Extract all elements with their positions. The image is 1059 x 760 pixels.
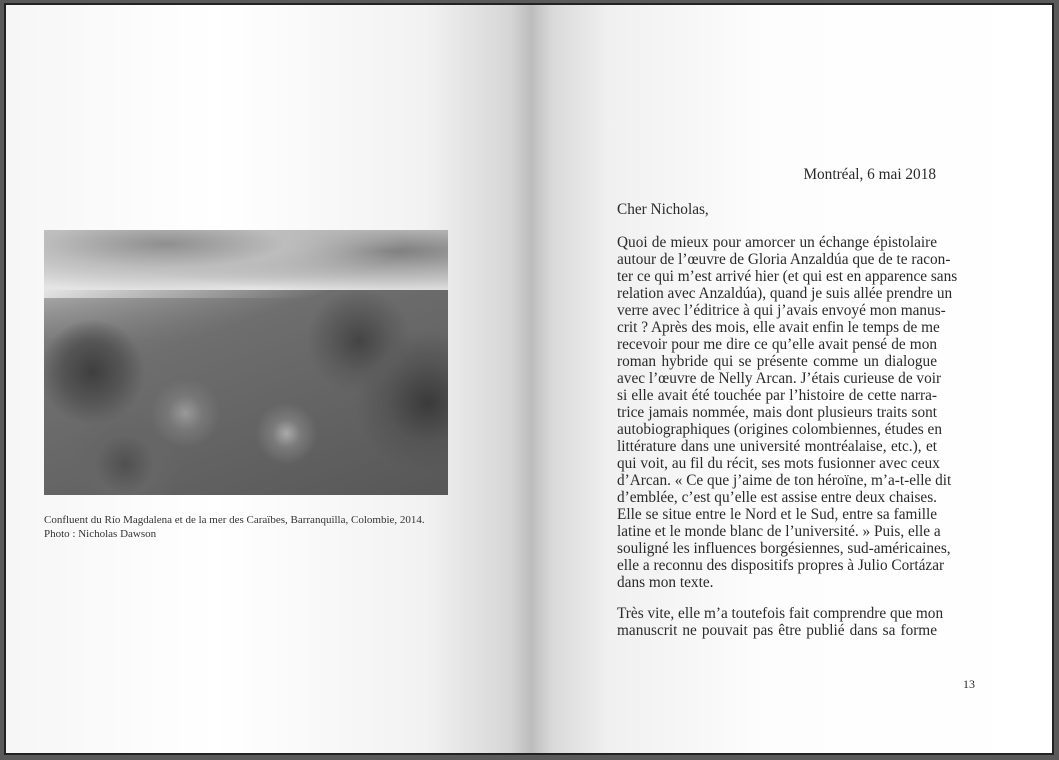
letter-date: Montréal, 6 mai 2018 [803,166,936,183]
text-line: manuscrit ne pouvait pas être publié dans sa forme [617,622,937,639]
text-line: autour de l’œuvre de Gloria Anzaldúa que de te racon- [617,251,951,268]
text-line: Très vite, elle m’a toutefois fait comprendre que mon [617,605,944,622]
text-line: crit ? Après des mois, elle avait enfin le temps de me [617,319,940,336]
text-line: d’emblée, c’est qu’elle est assise entre deux chaises. [617,489,937,506]
photo-rocks [44,290,448,495]
caption-line: Confluent du Río Magdalena et de la mer des Caraïbes, Barranquilla, Colombie, 2014. [44,514,425,526]
text-line: si elle avait été touchée par l’histoire de cette narra- [617,387,937,404]
text-line: dans mon texte. [617,574,714,591]
text-line: avec l’œuvre de Nelly Arcan. J’étais curieuse de voir [617,370,942,387]
text-line: Elle se situe entre le Nord et le Sud, entre sa famille [617,506,937,523]
left-page [6,5,531,753]
paragraph-2 [617,605,944,639]
text-line: verre avec l’éditrice à qui j’avais envoyé mon manus- [617,302,946,319]
book-spread [4,3,1054,755]
right-page [531,5,1052,753]
text-line: littérature dans une université montréalaise, etc.), et [617,438,937,455]
page-number: 13 [963,677,975,691]
text-line: roman hybride qui se présente comme un dialogue [617,353,937,370]
text-line: elle a reconnu des dispositifs propres à Julio Cortázar [617,557,945,574]
text-line: d’Arcan. « Ce que j’aime de ton héroïne, m’a-t-elle dit [617,472,952,489]
photo-caption [44,513,425,541]
text-line: ter ce qui m’est arrivé hier (et qui est en apparence sans [617,268,958,285]
text-line: Quoi de mieux pour amorcer un échange épistolaire [617,234,937,251]
text-line: autobiographiques (origines colombiennes, études en [617,421,942,438]
text-line: qui voit, au fil du récit, ses mots fusionner avec ceux [617,455,940,472]
letter-salutation: Cher Nicholas, [617,201,709,218]
text-line: latine et le monde blanc de l’université. » Puis, elle a [617,523,941,540]
photo-credit: Photo : Nicholas Dawson [44,528,157,540]
text-line: relation avec Anzaldúa), quand je suis allée prendre un [617,285,953,302]
paragraph-1 [617,234,958,591]
text-line: recevoir pour me dire ce qu’elle avait pensé de mon [617,336,937,353]
text-line: trice jamais nommée, mais dont plusieurs traits sont [617,404,937,421]
photo-rocky-shore [44,230,448,495]
text-line: souligné les influences borgésiennes, sud-américaines, [617,540,951,557]
